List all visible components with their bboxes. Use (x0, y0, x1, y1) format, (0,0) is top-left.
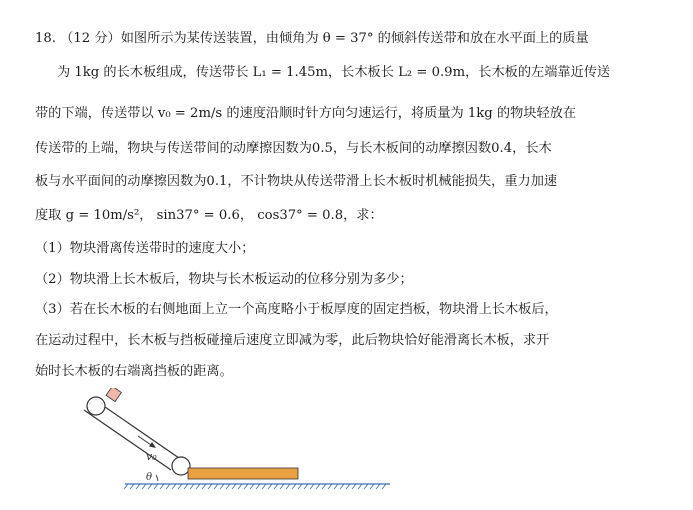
question-2: （2）物块滑上长木板后，物块与长木板运动的位移分别为多少； (35, 272, 413, 287)
velocity-label: v₀ (146, 450, 157, 463)
problem-line-1: 18. （12 分）如图所示为某传送装置，由倾角为 θ = 37° 的倾斜传送带和放在水平面上的质量 (35, 31, 589, 46)
velocity-arrow (138, 436, 156, 448)
angle-arc (156, 475, 158, 481)
ground-hatching (124, 484, 390, 489)
problem-line-6: 度取 g = 10m/s²， sin37° = 0.6， cos37° = 0.8，求： (35, 208, 383, 223)
question-3-line-1: （3）若在长木板的右侧地面上立一个高度略小于板厚度的固定挡板，物块滑上长木板后， (35, 302, 558, 317)
lower-pulley (172, 457, 190, 475)
question-3-line-3: 始时长木板的右端离挡板的距离。 (35, 364, 233, 379)
conveyor-belt (84, 397, 190, 475)
angle-label: θ (146, 472, 153, 483)
long-plank (188, 468, 298, 479)
block (106, 388, 121, 402)
question-3-line-2: 在运动过程中，长木板与挡板碰撞后速度立即减为零，此后物块恰好能滑离长木板，求开 (35, 333, 550, 348)
conveyor-figure (80, 388, 400, 498)
upper-pulley (87, 397, 105, 415)
problem-line-4: 传送带的上端，物块与传送带间的动摩擦因数为0.5，与长木板间的动摩擦因数0.4，长木 (35, 141, 552, 156)
problem-line-3: 带的下端，传送带以 v₀ = 2m/s 的速度沿顺时针方向匀速运行，将质量为 1kg 的物块轻放在 (35, 106, 577, 121)
problem-line-5: 板与水平面间的动摩擦因数为0.1，不计物块从传送带滑上长木板时机械能损失，重力加速 (35, 174, 558, 189)
question-1: （1）物块滑离传送带时的速度大小； (35, 241, 255, 256)
problem-line-2: 为 1kg 的长木板组成，传送带长 L₁ = 1.45m，长木板长 L₂ = 0.9m，长木板的左端靠近传送 (57, 65, 611, 80)
